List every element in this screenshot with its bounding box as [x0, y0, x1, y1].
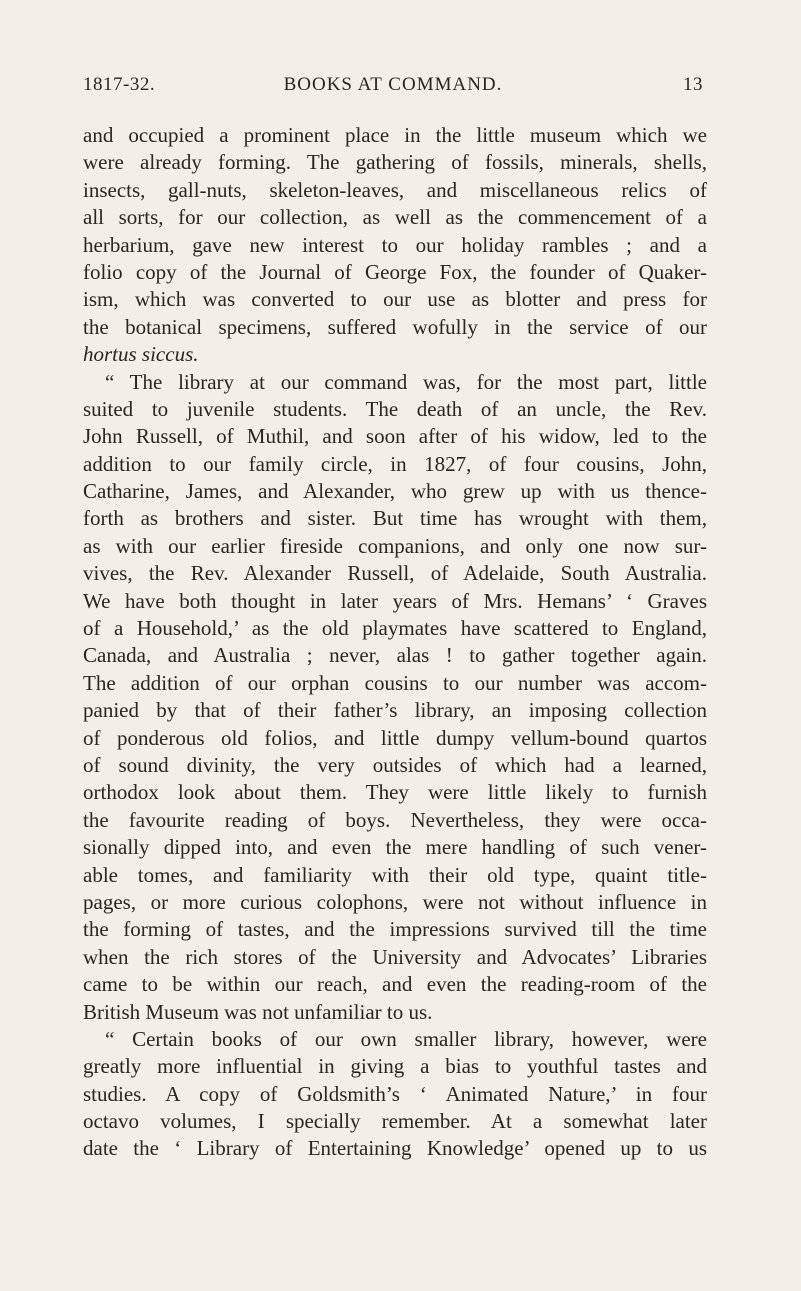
text-line: Catharine, James, and Alexander, who grew up with us thence-: [83, 479, 707, 504]
text-line: vives, the Rev. Alexander Russell, of Adelaide, South Australia.: [83, 561, 707, 586]
paragraph-start-line: “ The library at our command was, for the most part, little: [105, 369, 707, 394]
text-line: of ponderous old folios, and little dumpy vellum-bound quartos: [83, 725, 707, 750]
text-line: John Russell, of Muthil, and soon after of his widow, led to the: [83, 424, 707, 449]
text-line: panied by that of their father’s library, an imposing collection: [83, 698, 707, 723]
text-line: folio copy of the Journal of George Fox, the founder of Quaker-: [83, 259, 707, 284]
text-line: pages, or more curious colophons, were not without influence in: [83, 889, 707, 914]
text-line: British Museum was not unfamiliar to us.: [83, 999, 433, 1024]
text-line: and occupied a prominent place in the little museum which we: [83, 123, 707, 147]
text-line: were already forming. The gathering of fossils, minerals, shells,: [83, 150, 707, 175]
text-line: The addition of our orphan cousins to our number was accom-: [83, 670, 707, 695]
running-head: [83, 74, 703, 102]
text-line: Canada, and Australia ; never, alas ! to gather together again.: [83, 643, 707, 668]
paragraph-start-line: “ Certain books of our own smaller library, however, were: [105, 1026, 707, 1051]
text-line: all sorts, for our collection, as well as the commencement of a: [83, 205, 707, 230]
text-line: ism, which was converted to our use as blotter and press for: [83, 287, 707, 312]
body-text: [83, 122, 707, 1163]
text-line: We have both thought in later years of Mrs. Hemans’ ‘ Graves: [83, 588, 707, 613]
text-line: octavo volumes, I specially remember. At a somewhat later: [83, 1109, 707, 1134]
text-line: forth as brothers and sister. But time has wrought with them,: [83, 506, 707, 531]
text-line: studies. A copy of Goldsmith’s ‘ Animated Nature,’ in four: [83, 1081, 707, 1106]
text-line-italic: hortus siccus.: [83, 342, 199, 367]
text-line: suited to juvenile students. The death of an uncle, the Rev.: [83, 396, 707, 421]
text-line: the favourite reading of boys. Nevertheless, they were occa-: [83, 807, 707, 832]
text-line: came to be within our reach, and even the reading-room of the: [83, 972, 707, 997]
text-line: greatly more influential in giving a bias to youthful tastes and: [83, 1054, 707, 1079]
text-line: insects, gall-nuts, skeleton-leaves, and miscellaneous relics of: [83, 177, 707, 202]
text-line: addition to our family circle, in 1827, of four cousins, John,: [83, 451, 707, 476]
running-head-title: BOOKS AT COMMAND.: [283, 74, 503, 95]
text-line: orthodox look about them. They were little likely to furnish: [83, 780, 707, 805]
text-line: as with our earlier fireside companions, and only one now sur-: [83, 533, 707, 558]
running-head-date-range: 1817-32.: [83, 74, 156, 95]
text-line: the forming of tastes, and the impressions survived till the time: [83, 917, 707, 942]
text-line: date the ‘ Library of Entertaining Knowledge’ opened up to us: [83, 1136, 707, 1161]
text-line: sionally dipped into, and even the mere handling of such vener-: [83, 835, 707, 860]
text-line: the botanical specimens, suffered wofully in the service of our: [83, 314, 707, 339]
text-line: when the rich stores of the University and Advocates’ Libraries: [83, 944, 707, 969]
text-line: of sound divinity, the very outsides of which had a learned,: [83, 752, 707, 777]
text-line: able tomes, and familiarity with their old type, quaint title-: [83, 862, 707, 887]
text-line: herbarium, gave new interest to our holiday rambles ; and a: [83, 232, 707, 257]
text-line: of a Household,’ as the old playmates have scattered to England,: [83, 616, 707, 641]
page-number: 13: [683, 74, 703, 95]
